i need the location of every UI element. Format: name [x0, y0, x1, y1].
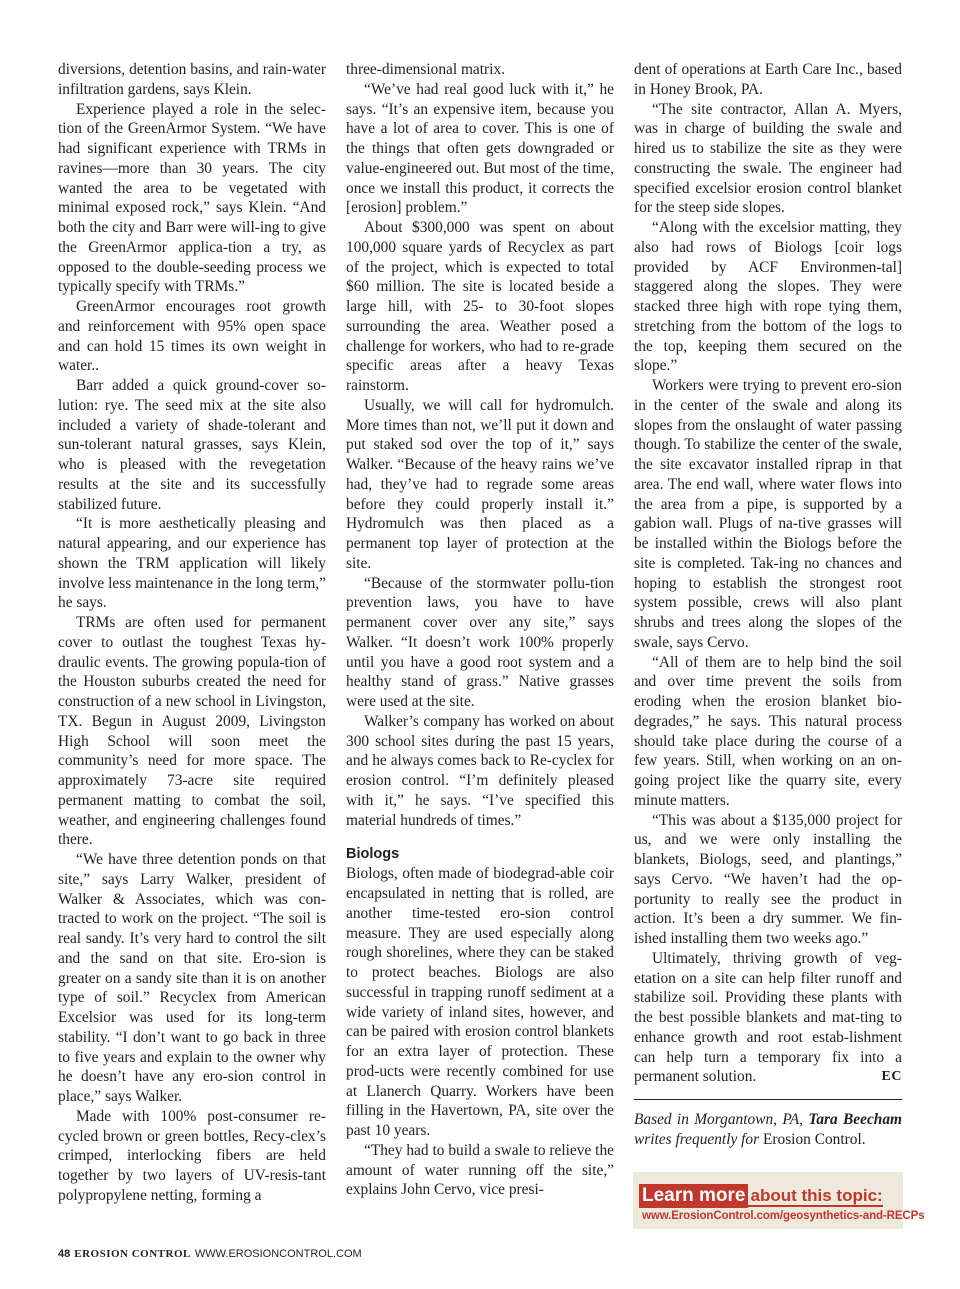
paragraph: Biologs, often made of biodegrad-able coir encapsulated in netting that is rolled, are another time-tested ero-sion control measure. They are used especially along rough shorelines, where they can be staked to protect beaches. Biologs are also successful in trapping runoff sediment at a wide variety of inland sites, however, and can be paired with erosion control blankets for an extra layer of protection. These prod-ucts were recently combined for use at Llanerch Quarry. Workers have been filling in the Havertown, PA, site over the past 10 years.: [346, 865, 614, 1139]
paragraph: three-dimensional matrix.: [346, 61, 505, 78]
paragraph: Workers were trying to prevent ero-sion in the center of the swale and along its slopes from the onslaught of water passing though. To stabilize the center of the swale, the site excavator installed riprap in that area. The end wall, where water flows into the area from a pipe, is supported by a gabion wall. Plugs of na-tive grasses will be installed within the Biologs before the site is completed. Tak-ing no chances and hoping to establish the strongest root system possible, crews will also plant shrubs and trees along the slopes of the swale, says Cervo.: [634, 377, 902, 651]
paragraph-final: [634, 949, 902, 1087]
paragraph: Walker’s company has worked on about 300 school sites during the past 15 years, and he always comes back to Re-cyclex for erosion control. “I’m definitely pleased with it,” he says. “I’ve specified this material hundreds of times.”: [346, 712, 614, 829]
paragraph: Barr added a quick ground-cover so-lution: rye. The seed mix at the site also included a variety of shade-tolerant and sun-tolerant natural grasses, says Klein, who is pleased with the revegetation results at the site and its successfully stabilized future.: [58, 377, 326, 513]
learn-more-rest: about this topic:: [750, 1186, 883, 1205]
paragraph: “We’ve had real good luck with it,” he says. “It’s an expensive item, because you have a lot of area to cover. This is one of the things that often gets downgraded or value-engineered out. But most of the time, once we install this product, it corrects the [erosion] problem.”: [346, 80, 614, 217]
paragraph: About $300,000 was spent on about 100,000 square yards of Recyclex as part of the project, which is expected to total $60 million. The site is located beside a large hill, with 25- to 30-foot slopes surrounding the area. Weather posed a challenge for workers, who had to re-grade specific areas after a heavy Texas rainstorm.: [346, 219, 614, 394]
paragraph: Experience played a role in the selec-tion of the GreenArmor System. “We have had significant experience with TRMs in ravines—more than 30 years. The city wanted the area to be vegetated with minimal exposed rock,” says Klein. “And both the city and Barr were will-ing to give the GreenArmor applica-tion a try, as opposed to the double-seeding process we typically specify with TRMs.”: [58, 100, 326, 296]
paragraph: diversions, detention basins, and rain-water infiltration gardens, says Klein.: [58, 61, 326, 98]
author-name: Tara Beecham: [808, 1111, 902, 1128]
bio-prefix: Based in Morgantown, PA,: [634, 1111, 809, 1128]
paragraph: “We have three detention ponds on that site,” says Larry Walker, president of Walker & Associates, which was con-tracted to work on the project. “The soil is real sandy. It’s very hard to control the silt and the sand on that site. Ero-sion is greater on a sandy site than it is on another type of soil.” Recyclex from American Excelsior was used for its long-term stability. “I don’t want to go back in three to five years and explain to the owner why he doesn’t have any ero-sion control in place,” says Walker.: [58, 851, 326, 1105]
author-bio: [634, 1110, 902, 1150]
bio-magazine: Erosion Control.: [762, 1130, 866, 1148]
end-mark: EC: [881, 1069, 902, 1085]
section-heading-biologs: Biologs: [346, 846, 400, 863]
article-column-2: [346, 60, 614, 1200]
paragraph: dent of operations at Earth Care Inc., based in Honey Brook, PA.: [634, 61, 902, 98]
paragraph: “It is more aesthetically pleasing and natural appearing, and our experience has shown the TRM application will likely involve less maintenance in the long term,” he says.: [58, 515, 326, 612]
learn-more-heading: [639, 1184, 897, 1208]
paragraph: TRMs are often used for permanent cover to outlast the toughest Texas hy-draulic events. The growing popula-tion of the Houston suburbs created the need for construction of a new school in Livingston, TX. Begun in August 2009, Livingston High School will soon meet the community’s need for more space. The approximately 73-acre site required permanent matting to combat the soil, weather, and engineering challenges found there.: [58, 614, 326, 849]
page-number: 48: [58, 1248, 71, 1260]
page-footer: [58, 1248, 362, 1260]
paragraph: GreenArmor encourages root growth and reinforcement with 95% open space and can hold 15 times its own weight in water..: [58, 298, 326, 375]
paragraph: “Because of the stormwater pollu-tion prevention laws, you have to have permanent cover over any site,” says Walker. “It doesn’t work 100% properly until you have a good root system and a healthy stand of grass.” Native grasses were used at the site.: [346, 574, 614, 710]
paragraph: “Along with the excelsior matting, they also had rows of Biologs [coir logs provided by ACF Environmen-tal] staggered along the slopes. They were stacked three high with rope tying them, stretching from the bottom of the logs to the top, keeping them secured on the slope.”: [634, 219, 902, 375]
paragraph: Made with 100% post-consumer re-cycled brown or green bottles, Recy-clex’s crimped, interlocking fibers are held together by two layers of UV-resis-tant polypropylene netting, forming a: [58, 1107, 326, 1204]
learn-more-highlight: Learn more: [639, 1184, 748, 1208]
paragraph: “This was about a $135,000 project for us, and we were only installing the blankets, Biologs, seed, and plantings,” says Cervo. “We haven’t had the op-portunity to really see the product in action. It’s been a dry summer. We fin-ished installing them two weeks ago.”: [634, 811, 902, 947]
website-link[interactable]: WWW.EROSIONCONTROL.COM: [194, 1248, 362, 1260]
bio-mid: writes frequently for: [634, 1130, 763, 1148]
paragraph-text: Ultimately, thriving growth of veg-etation on a site can help filter runoff and stabilize soil. Providing these plants with the best possible blankets and mat-ting to enhance growth and root estab-lishment can help turn a temporary fix into a permanent solution.: [634, 949, 902, 1086]
learn-more-link[interactable]: www.ErosionControl.com/geosynthetics-and-RECPs: [642, 1210, 925, 1222]
article-column-3: [634, 60, 902, 1150]
paragraph: “All of them are to help bind the soil and over time prevent the soils from eroding when the erosion blanket bio-degrades,” he says. This natural process should take place during the course of a few years. Still, when working on an on-going project like the quarry site, every minute matters.: [634, 653, 902, 809]
article-column-1: [58, 60, 326, 1206]
magazine-name: EROSION CONTROL: [74, 1248, 191, 1260]
learn-more-box[interactable]: [633, 1172, 925, 1229]
bio-divider: [634, 1099, 902, 1100]
paragraph: Usually, we will call for hydromulch. More times than not, we’ll put it down and put staked sod over the top of it,” says Walker. “Because of the heavy rains we’ve had, they’ve had to regrade some areas before they could properly install it.” Hydromulch was then placed as a permanent top layer of protection at the site.: [346, 396, 614, 572]
paragraph: “They had to build a swale to relieve the amount of water running off the site,” explains John Cervo, vice presi-: [346, 1141, 614, 1199]
paragraph: “The site contractor, Allan A. Myers, was in charge of building the swale and hired us to stabilize the site as they were constructing the swale. The engineer had specified excelsior erosion control blanket for the steep side slopes.: [634, 100, 902, 217]
